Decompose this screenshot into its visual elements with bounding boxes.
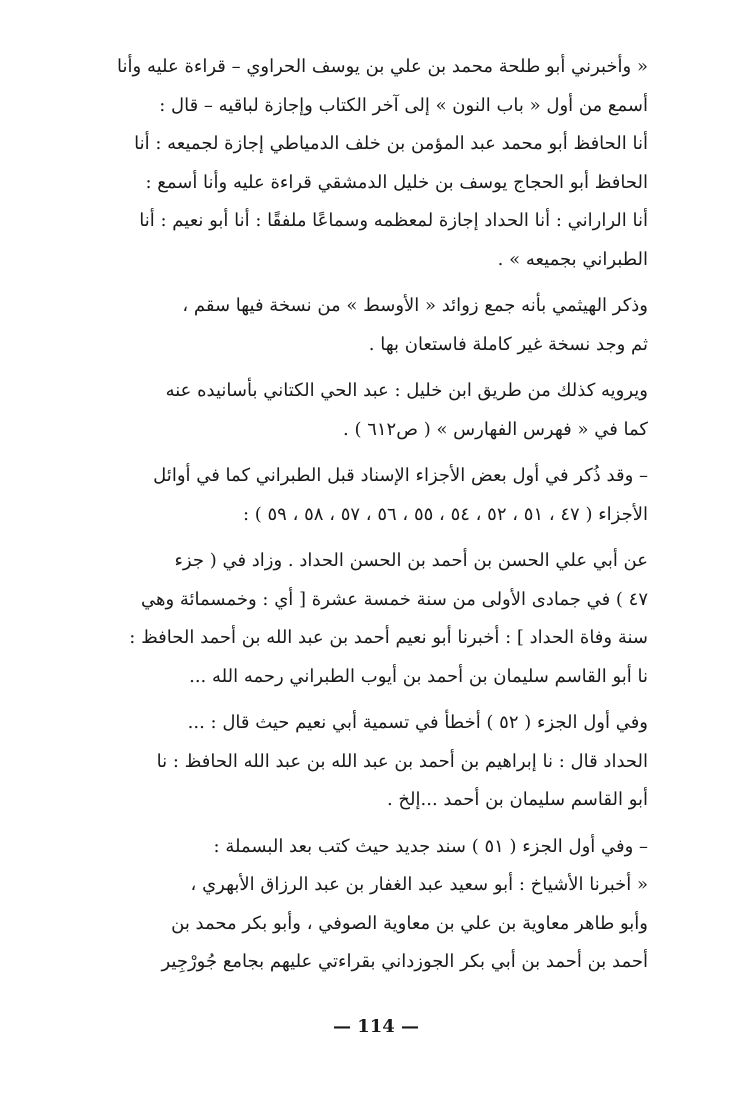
paragraph-kattani xyxy=(52,372,648,449)
text-line: الأجزاء ( ٤٧ ، ٥١ ، ٥٢ ، ٥٤ ، ٥٥ ، ٥٦ ، ٥٧ ، ٥٨ ، ٥٩ ) : xyxy=(242,503,648,525)
paragraph-part-51 xyxy=(52,828,648,982)
paragraph-gap xyxy=(52,696,648,704)
paragraph-haddad xyxy=(52,542,648,696)
paragraph-gap xyxy=(52,820,648,828)
paragraph-parts-isnad xyxy=(52,457,648,534)
text-line: – وقد ذُكر في أول بعض الأجزاء الإسناد قبل الطبراني كما في أوائل xyxy=(153,465,648,486)
text-line: أنا الراراني : أنا الحداد إجازة لمعظمه وسماعًا ملفقًا : أنا أبو نعيم : أنا xyxy=(139,210,648,231)
paragraph-isnad-hurawi xyxy=(52,48,648,279)
text-line: الحداد قال : نا إبراهيم بن أحمد بن عبد الله بن عبد الله الحافظ : نا xyxy=(156,750,648,772)
text-line: « وأخبرني أبو طلحة محمد بن علي بن يوسف الحراوي – قراءة عليه وأنا xyxy=(117,56,648,77)
paragraph-gap xyxy=(52,279,648,287)
text-line: « أخبرنا الأشياخ : أبو سعيد عبد الغفار بن عبد الرزاق الأبهري ، xyxy=(190,874,648,895)
text-line: الحافظ أبو الحجاج يوسف بن خليل الدمشقي قراءة عليه وأنا أسمع : xyxy=(145,171,648,193)
text-line: وذكر الهيثمي بأنه جمع زوائد « الأوسط » من نسخة فيها سقم ، xyxy=(182,295,648,316)
text-line: الطبراني بجميعه » . xyxy=(497,248,648,270)
text-line: أحمد بن أحمد بن أبي بكر الجوزداني بقراءتي عليهم بجامع جُورْجِير xyxy=(161,951,648,972)
text-line: أنا الحافظ أبو محمد عبد المؤمن بن خلف الدمياطي إجازة لجميعه : أنا xyxy=(134,133,648,154)
paragraph-gap xyxy=(52,534,648,542)
text-line: نا أبو القاسم سليمان بن أحمد بن أيوب الطبراني رحمه الله ... xyxy=(189,665,648,687)
text-line: كما في « فهرس الفهارس » ( ص٦١٢ ) . xyxy=(343,418,648,440)
text-line: ويرويه كذلك من طريق ابن خليل : عبد الحي الكتاني بأسانيده عنه xyxy=(165,380,648,401)
text-line: عن أبي علي الحسن بن أحمد بن الحسن الحداد . وزاد في ( جزء xyxy=(174,550,648,571)
page-body xyxy=(52,48,648,982)
text-line: سنة وفاة الحداد ] : أخبرنا أبو نعيم أحمد بن عبد الله بن أحمد الحافظ : xyxy=(129,627,648,648)
paragraph-gap xyxy=(52,449,648,457)
text-line: ثم وجد نسخة غير كاملة فاستعان بها . xyxy=(368,333,648,355)
text-line: أبو القاسم سليمان بن أحمد ...إلخ . xyxy=(386,789,648,810)
paragraph-part-52 xyxy=(52,704,648,820)
paragraph-haythami xyxy=(52,287,648,364)
paragraph-gap xyxy=(52,364,648,372)
text-line: ٤٧ ) في جمادى الأولى من سنة خمسة عشرة [ أي : وخمسمائة وهي xyxy=(140,588,648,610)
text-line: وفي أول الجزء ( ٥٢ ) أخطأ في تسمية أبي نعيم حيث قال : ... xyxy=(187,712,648,733)
page-number: — 114 — xyxy=(332,1016,420,1037)
text-line: – وفي أول الجزء ( ٥١ ) سند جديد حيث كتب بعد البسملة : xyxy=(213,835,648,857)
text-line: أسمع من أول « باب النون » إلى آخر الكتاب وإجازة لباقيه – قال : xyxy=(159,94,648,116)
text-line: وأبو طاهر معاوية بن علي بن معاوية الصوفي ، وأبو بكر محمد بن xyxy=(171,912,648,934)
